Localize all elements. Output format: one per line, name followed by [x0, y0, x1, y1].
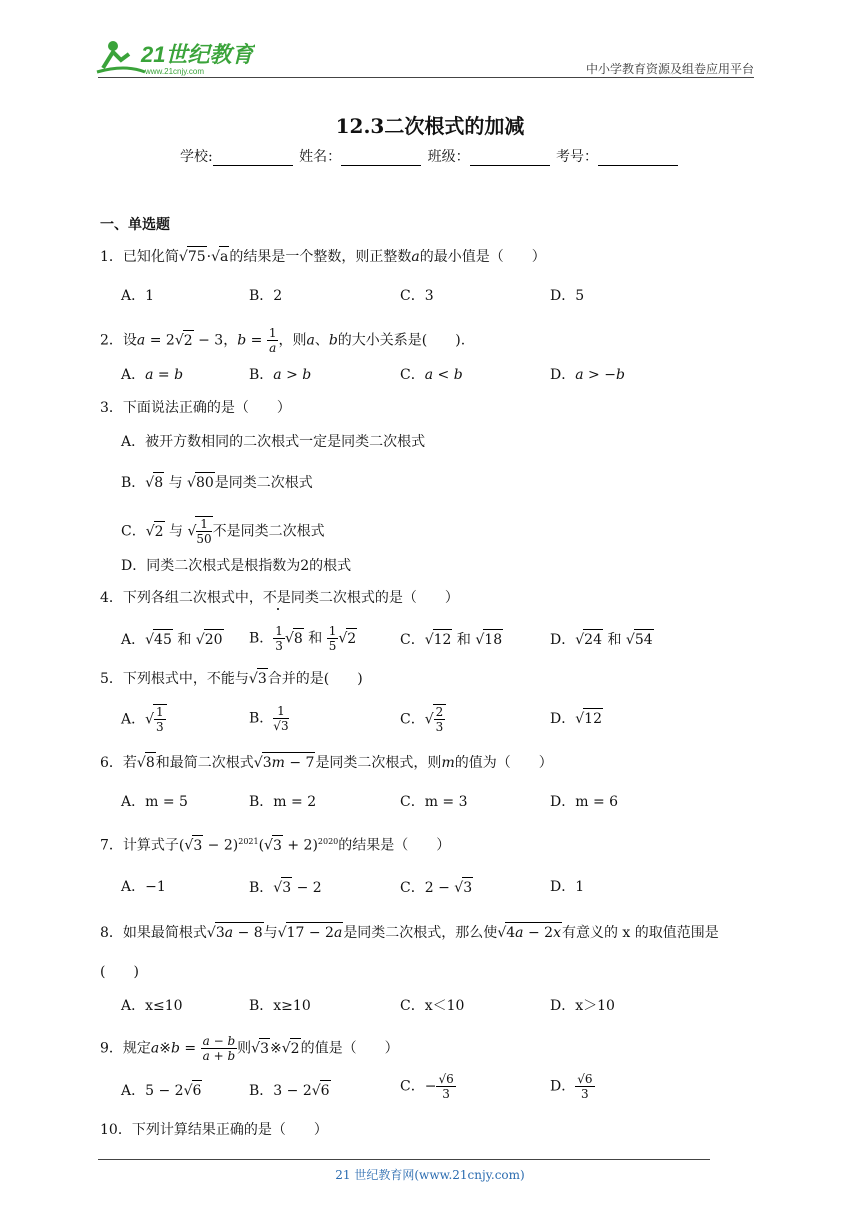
question-6: 6．若√8和最简二次根式√3m − 7是同类二次根式，则m的值为（ ） [100, 752, 553, 773]
q2-option-c[interactable]: C．a < b [400, 367, 463, 383]
name-blank[interactable] [341, 151, 421, 166]
q7-option-d[interactable]: D．1 [550, 879, 585, 895]
class-blank[interactable] [470, 151, 550, 166]
platform-tagline: 中小学教育资源及组卷应用平台 [585, 62, 754, 76]
q5-option-c[interactable]: C．√ $\frac{2}{3}$ [400, 704, 446, 734]
q4-option-c[interactable]: C．√12 和 √18 [400, 629, 503, 650]
question-8-bracket: ( ) [100, 964, 139, 980]
q3-option-b[interactable]: B．√8 与 √80是同类二次根式 [121, 472, 313, 493]
question-9: 9．规定a※b = $\frac{a - b}{a + b}$ 则√3※√2的值是（ ） [100, 1034, 399, 1063]
page-title: 12.3二次根式的加减 [335, 114, 525, 138]
q6-option-b[interactable]: B．m = 2 [249, 794, 317, 810]
class-label: 班级： [427, 149, 470, 165]
question-1: 1．已知化简√75·√a的结果是一个整数，则正整数a的最小值是（ ） [100, 246, 546, 267]
q5-option-b[interactable]: B． $\frac{1}{√3}$ [249, 704, 289, 733]
question-7: 7．计算式子$(√3 - 2)^{2021}(√3 + 2)^{2020}$的结果是（ ） [100, 832, 450, 856]
q7-option-c[interactable]: C．2 − √3 [400, 877, 473, 898]
q3-option-a[interactable]: A．被开方数相同的二次根式一定是同类二次根式 [121, 434, 426, 450]
q2-option-d[interactable]: D．a > −b [550, 367, 625, 383]
question-10: 10．下列计算结果正确的是（ ） [100, 1122, 328, 1138]
question-4: 4．下列各组二次根式中，不是同类二次根式的是（ ） [100, 590, 459, 606]
q8-option-a[interactable]: A．x≤10 [121, 998, 183, 1014]
q1-option-d[interactable]: D．5 [550, 288, 585, 304]
q4-option-b[interactable]: B． $\frac{1}{3}$ √8 和 $\frac{1}{5}$ √2 [249, 624, 357, 653]
q9-option-a[interactable]: A．5 − 2√6 [121, 1080, 202, 1101]
school-label: 学校: [179, 149, 213, 165]
footer-link[interactable]: 21 世纪教育网(www.21cnjy.com) [335, 1168, 525, 1182]
svg-text:www.21cnjy.com: www.21cnjy.com [145, 67, 204, 76]
logo [95, 38, 255, 78]
examno-label: 考号： [556, 149, 599, 165]
q6-option-c[interactable]: C．m = 3 [400, 794, 468, 810]
question-5: 5．下列根式中，不能与√3合并的是( ) [100, 668, 363, 689]
q1-option-c[interactable]: C．3 [400, 288, 434, 304]
q2-option-a[interactable]: A．a = b [121, 367, 184, 383]
q6-option-d[interactable]: D．m = 6 [550, 794, 619, 810]
q2-option-b[interactable]: B．a > b [249, 367, 312, 383]
q8-option-c[interactable]: C．x＜10 [400, 998, 465, 1014]
q3-option-d[interactable]: D．同类二次根式是根指数为2的根式 [121, 558, 352, 574]
examno-blank[interactable] [598, 151, 678, 166]
q9-option-d[interactable]: D． $\frac{√6}{3}$ [550, 1072, 593, 1101]
q7-option-b[interactable]: B．√3 − 2 [249, 877, 322, 898]
q3-option-c[interactable]: C．√2 与 √ $\frac{1}{50}$ 不是同类二次根式 [121, 517, 325, 546]
q7-option-a[interactable]: A．−1 [121, 879, 166, 895]
question-2: 2．设a = 2√2 − 3，b = $\frac{1}{a}$ ，则a、b的大小关系是( ). [100, 326, 466, 355]
q4-option-a[interactable]: A．√45 和 √20 [121, 629, 224, 650]
question-8: 8．如果最简根式√3a − 8与√17 − 2a是同类二次根式，那么使√4a − 2x有意义的 x 的取值范围是 [100, 922, 719, 943]
school-blank[interactable] [213, 151, 293, 166]
q1-option-b[interactable]: B．2 [249, 288, 283, 304]
q5-option-d[interactable]: D．√12 [550, 708, 603, 729]
q6-option-a[interactable]: A．m = 5 [121, 794, 188, 810]
q8-option-b[interactable]: B．x≥10 [249, 998, 311, 1014]
section-heading: 一、单选题 [100, 217, 170, 233]
q1-option-a[interactable]: A．1 [121, 288, 155, 304]
q9-option-c[interactable]: C．− $\frac{√6}{3}$ [400, 1072, 454, 1101]
q8-option-d[interactable]: D．x＞10 [550, 998, 615, 1014]
q5-option-a[interactable]: A．√ $\frac{1}{3}$ [121, 704, 167, 734]
q9-option-b[interactable]: B．3 − 2√6 [249, 1080, 331, 1101]
q4-option-d[interactable]: D．√24 和 √54 [550, 629, 654, 650]
header-divider [98, 77, 754, 78]
svg-text:21世纪教育: 21世纪教育 [141, 42, 254, 67]
footer-divider [98, 1159, 710, 1160]
student-info [0, 146, 860, 166]
name-label: 姓名： [299, 149, 342, 165]
question-3: 3．下面说法正确的是（ ） [100, 400, 291, 416]
